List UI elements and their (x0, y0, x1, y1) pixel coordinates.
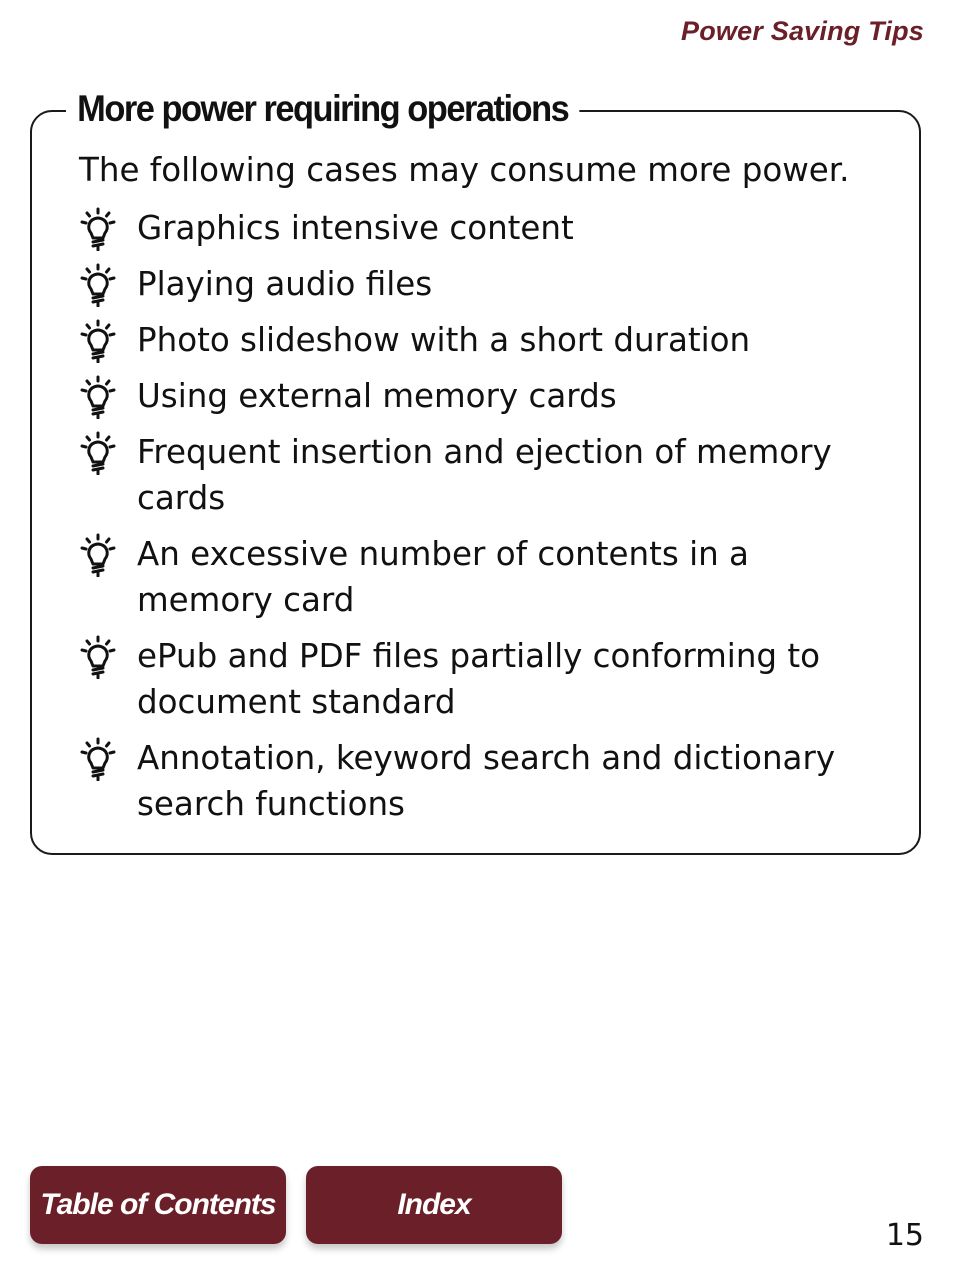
tip-list (79, 205, 879, 837)
lightbulb-icon (79, 635, 121, 679)
list-item (79, 261, 879, 307)
list-item-text: Graphics intensive content (137, 209, 574, 247)
list-item (79, 735, 879, 827)
list-item-text: Frequent insertion and ejection of memory cards (137, 433, 832, 517)
index-button[interactable]: Index (306, 1166, 562, 1244)
tip-box-title: More power requiring operations (66, 84, 579, 134)
page-number: 15 (885, 1218, 924, 1253)
list-item-text: ePub and PDF files partially conforming to document standard (137, 637, 821, 721)
list-item-text: An excessive number of contents in a memory card (137, 535, 749, 619)
table-of-contents-button[interactable]: Table of Contents (30, 1166, 286, 1244)
list-item-text: Annotation, keyword search and dictionary search functions (137, 739, 836, 823)
list-item-text: Using external memory cards (137, 377, 617, 415)
list-item (79, 633, 879, 725)
list-item-text: Photo slideshow with a short duration (137, 321, 751, 359)
lightbulb-icon (79, 533, 121, 577)
section-header: Power Saving Tips (681, 16, 924, 46)
tip-box-intro: The following cases may consume more power. (79, 151, 850, 189)
lightbulb-icon (79, 431, 121, 475)
lightbulb-icon (79, 737, 121, 781)
list-item-text: Playing audio files (137, 265, 433, 303)
list-item (79, 429, 879, 521)
list-item (79, 317, 879, 363)
list-item (79, 373, 879, 419)
list-item (79, 531, 879, 623)
lightbulb-icon (79, 375, 121, 419)
list-item (79, 205, 879, 251)
lightbulb-icon (79, 319, 121, 363)
lightbulb-icon (79, 263, 121, 307)
lightbulb-icon (79, 207, 121, 251)
